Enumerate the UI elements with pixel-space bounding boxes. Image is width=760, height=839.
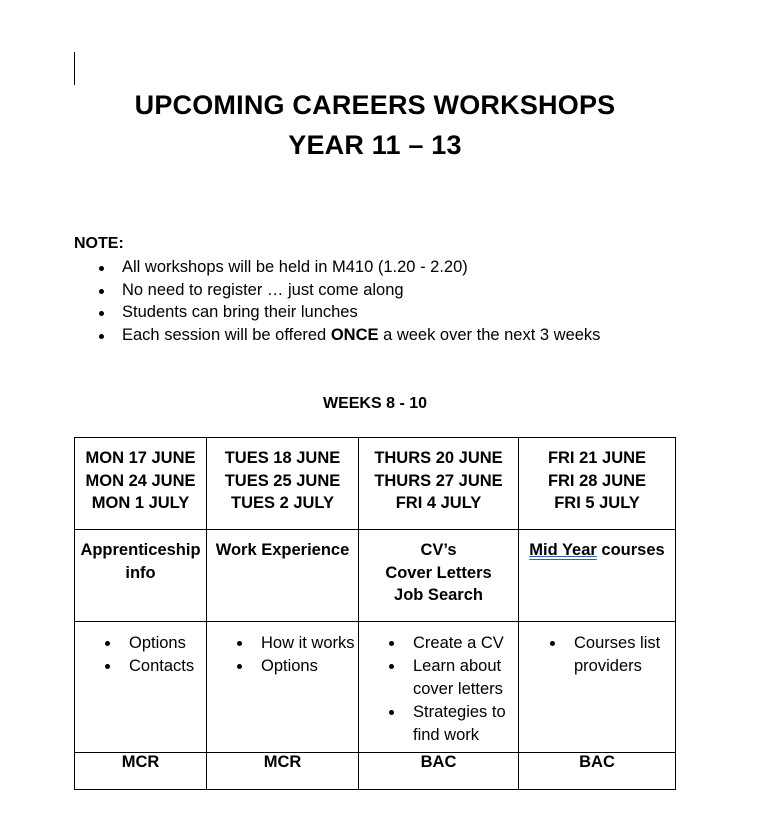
points-cell	[519, 622, 676, 753]
topic-line: Job Search	[394, 586, 483, 604]
topic-text: courses	[596, 541, 665, 559]
topic-line: info	[125, 563, 156, 582]
date: FRI 5 JULY	[554, 494, 640, 512]
point-item: Contacts	[129, 655, 206, 678]
point-item: Options	[129, 632, 206, 655]
points-cell	[75, 622, 207, 753]
topic-cell	[359, 530, 519, 622]
date: THURS 20 JUNE	[374, 449, 503, 467]
date: FRI 21 JUNE	[547, 449, 647, 467]
topic-line: Work Experience	[215, 541, 350, 559]
points-list	[413, 622, 518, 747]
date: MON 24 JUNE	[85, 471, 196, 490]
date: THURS 27 JUNE	[374, 471, 503, 490]
points-list	[129, 622, 206, 678]
topic-cell	[75, 530, 207, 622]
note-bold-text: ONCE	[330, 326, 379, 345]
point-item: Options	[261, 655, 358, 678]
note-list	[74, 256, 600, 347]
note-text: a week over the next 3 weeks	[378, 326, 601, 345]
topic-line: Apprenticeship	[80, 541, 201, 559]
text-cursor	[74, 52, 75, 85]
spellcheck-underlined-text: Mid Year	[529, 541, 597, 559]
note-item: All workshops will be held in M410 (1.20 - 2.20)	[74, 256, 600, 279]
location-cell: BAC	[359, 753, 519, 790]
note-label: NOTE:	[74, 235, 124, 252]
note-item	[74, 324, 600, 347]
points-list	[261, 622, 358, 678]
date: MON 1 JULY	[91, 494, 190, 512]
point-item: How it works	[261, 632, 358, 655]
location-cell: MCR	[207, 753, 359, 790]
location-row	[75, 753, 676, 790]
topic-cell	[519, 530, 676, 622]
date: TUES 18 JUNE	[224, 449, 341, 467]
points-list	[574, 622, 675, 678]
date: MON 17 JUNE	[85, 449, 196, 467]
point-item: Learn about cover letters	[413, 655, 518, 701]
points-row	[75, 622, 676, 753]
dates-row	[75, 438, 676, 530]
topic-line: Cover Letters	[385, 563, 492, 582]
point-item: Strategies to find work	[413, 701, 518, 747]
topic-cell	[207, 530, 359, 622]
points-cell	[207, 622, 359, 753]
point-item: Courses list providers	[574, 632, 675, 678]
dates-cell	[359, 438, 519, 530]
page-subtitle: YEAR 11 – 13	[288, 130, 462, 160]
dates-cell	[519, 438, 676, 530]
location-cell: BAC	[519, 753, 676, 790]
topics-row	[75, 530, 676, 622]
dates-cell	[207, 438, 359, 530]
location-cell: MCR	[75, 753, 207, 790]
workshop-schedule-table	[74, 437, 676, 790]
dates-cell	[75, 438, 207, 530]
note-item: No need to register … just come along	[74, 279, 600, 302]
topic-line: CV’s	[420, 541, 457, 559]
point-item: Create a CV	[413, 632, 518, 655]
date: TUES 25 JUNE	[224, 471, 341, 490]
topic-line	[519, 539, 675, 562]
points-cell	[359, 622, 519, 753]
note-text: Each session will be offered	[122, 326, 331, 345]
note-item: Students can bring their lunches	[74, 301, 600, 324]
page-title: UPCOMING CAREERS WORKSHOPS	[134, 90, 616, 120]
date: FRI 28 JUNE	[547, 471, 647, 490]
date: TUES 2 JULY	[230, 494, 334, 512]
weeks-heading: WEEKS 8 - 10	[322, 395, 428, 412]
date: FRI 4 JULY	[395, 494, 482, 512]
